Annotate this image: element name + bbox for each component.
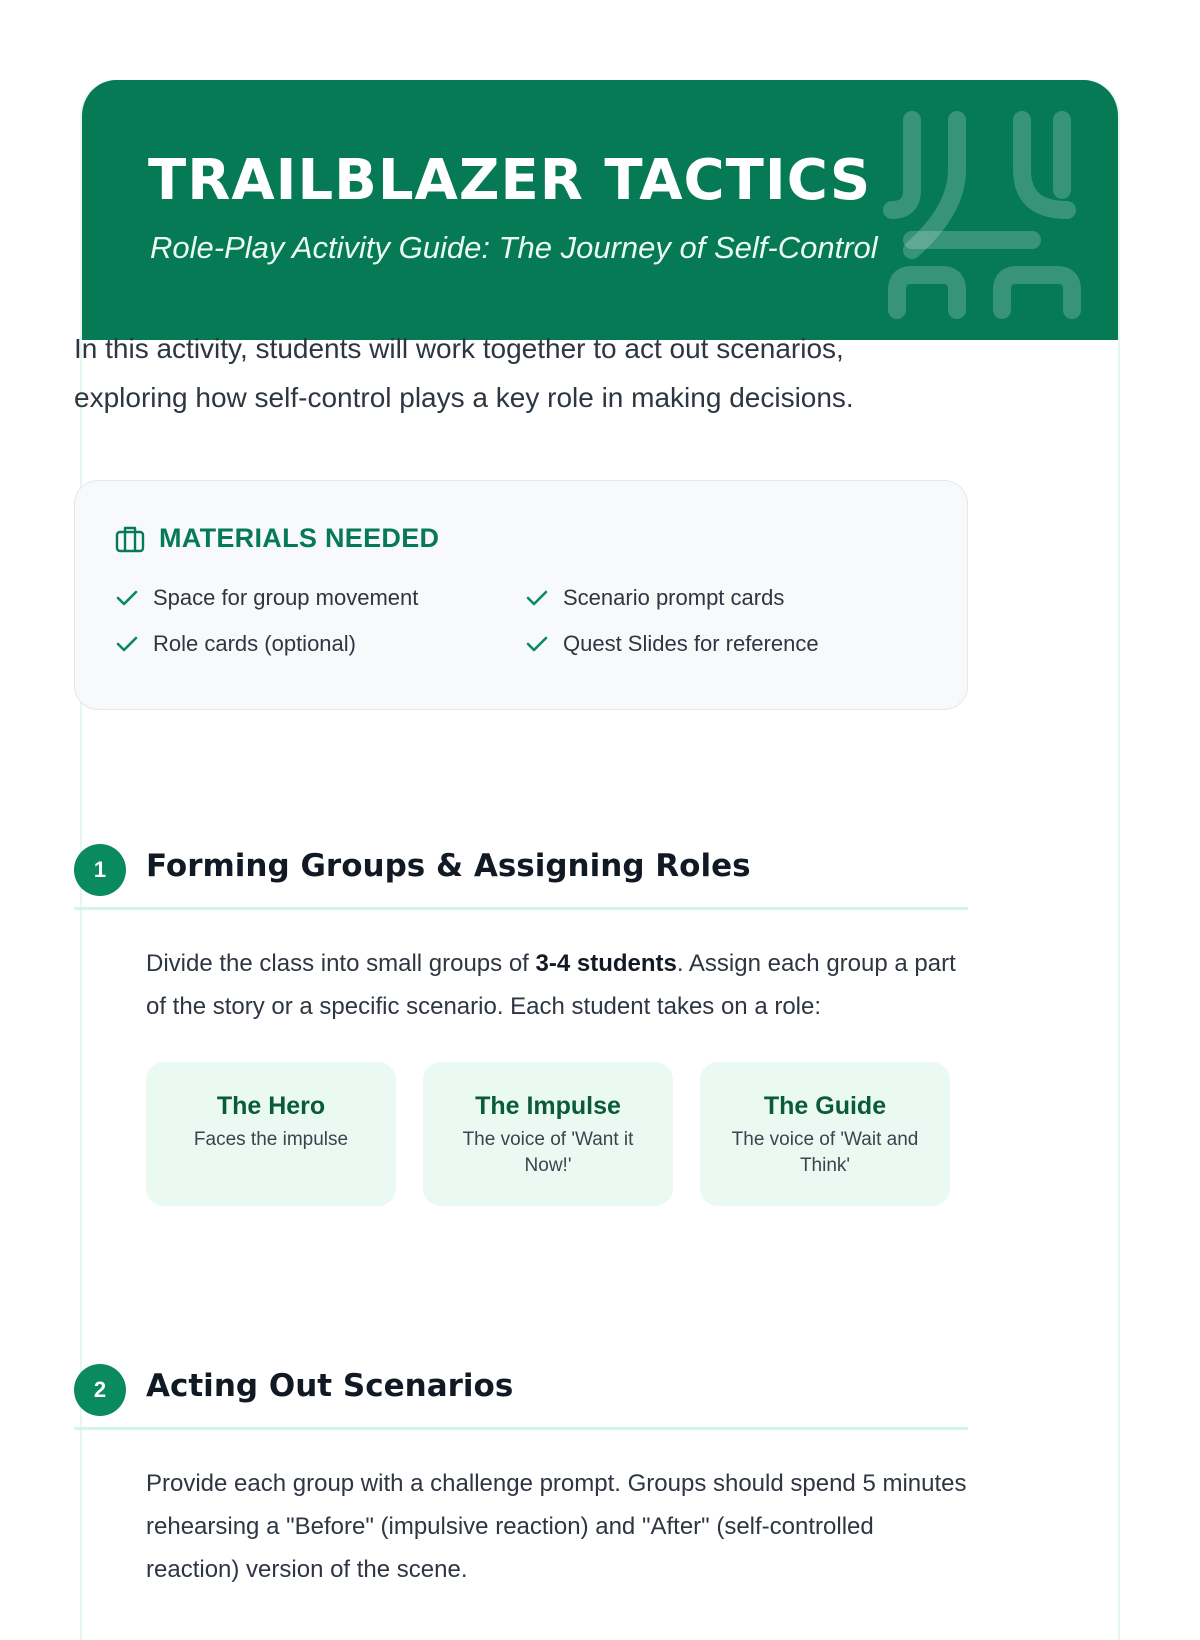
page-title: TRAILBLAZER TACTICS [148,148,872,213]
intro-paragraph: In this activity, students will work together to act out scenarios, exploring how self-control plays a key role in making decisions. [74,333,854,413]
materials-item [115,631,356,657]
role-name: The Hero [216,1092,326,1120]
step-header [74,1364,968,1430]
materials-header [115,523,439,554]
step-description-text: . Assign each group a part of the story or a specific scenario. Each student takes on a role: [146,950,956,1020]
step-number-badge: 2 [74,1364,126,1416]
step-title: Forming Groups & Assigning Roles [146,848,751,884]
materials-item-label: Space for group movement [153,585,419,610]
step-section-1 [74,844,968,1206]
materials-item-label: Scenario prompt cards [563,585,785,610]
materials-item [525,585,784,611]
step-header [74,844,968,910]
page-header [82,80,1118,340]
role-description: Faces the impulse [193,1129,349,1150]
step-title: Acting Out Scenarios [146,1368,514,1404]
step-description [146,942,968,1028]
check-icon [525,634,549,654]
step-description: Provide each group with a challenge prompt. Groups should spend 5 minutes rehearsing a "Before" (impulsive reaction) and "After" (self-controlled reaction) version of the scene. [146,1470,967,1583]
materials-item-label: Quest Slides for reference [563,631,819,656]
role-description: The voice of 'Want it Now!' [462,1129,634,1176]
materials-item [115,585,418,611]
briefcase-icon [115,525,145,553]
materials-box [74,480,968,710]
check-icon [115,588,139,608]
role-card [423,1062,673,1206]
role-name: The Impulse [475,1092,621,1120]
step-description-emphasis: 3-4 students [535,950,677,977]
roles-list [146,1062,968,1206]
role-description: The voice of 'Wait and Think' [731,1129,919,1176]
step-description-text: Divide the class into small groups of [146,950,536,977]
materials-item-label: Role cards (optional) [153,631,356,656]
path-decoration-icon [882,110,1092,320]
materials-title: MATERIALS NEEDED [159,523,440,553]
check-icon [115,634,139,654]
step-number-badge: 1 [74,844,126,896]
step-section-2 [74,1364,968,1591]
role-name: The Guide [763,1092,887,1120]
role-card [146,1062,396,1206]
page-subtitle: Role-Play Activity Guide: The Journey of Self-Control [150,230,878,265]
role-card [700,1062,950,1206]
check-icon [525,588,549,608]
materials-item [525,631,819,657]
